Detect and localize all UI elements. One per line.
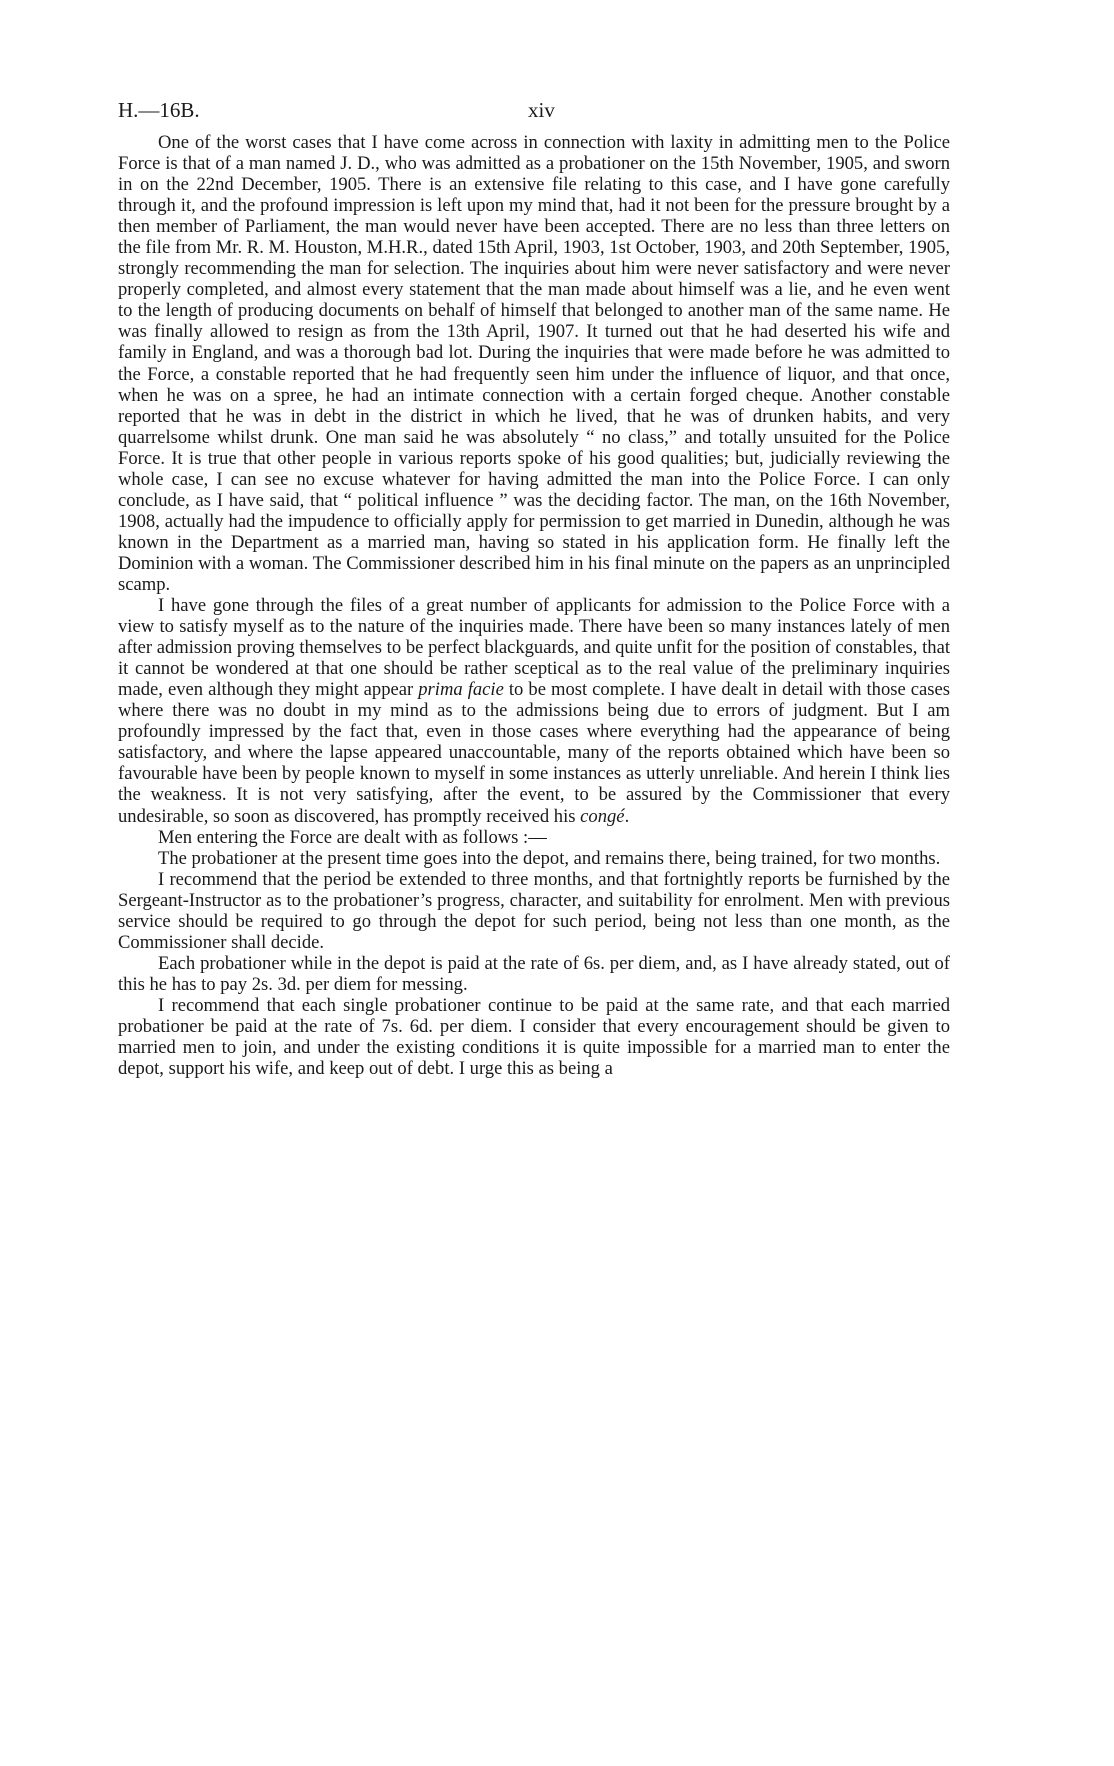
- paragraph-text: The probationer at the present time goes into the depot, and remains there, being trained, for two months.: [158, 847, 941, 869]
- document-page: [118, 98, 950, 1718]
- paragraph: [118, 827, 950, 848]
- paragraph: [118, 595, 950, 827]
- paragraph-text: Each probationer while in the depot is paid at the rate of 6s. per diem, and, as I have already stated, out of this he has to pay 2s. 3d. per diem for messing.: [118, 952, 950, 995]
- paragraph-text: Men entering the Force are dealt with as follows :—: [158, 826, 547, 848]
- paragraph: [118, 132, 950, 595]
- paragraph-text: .: [624, 805, 630, 827]
- report-reference: H.—16B.: [118, 98, 200, 122]
- paragraph-text: One of the worst cases that I have come across in connection with laxity in admitting men to the Police Force is that of a man named J. D., who was admitted as a probationer on the 15th November, 1905, and sworn in on the 22nd December, 1905. There is an extensive file relating to this case, and I have gone carefully through it, and the profound impression is left upon my mind that, had it not been for the pressure brought by a then member of Parliament, the man would never have been accepted. There are no less than three letters on the file from Mr. R. M. Houston, M.H.R., dated 15th April, 1903, 1st October, 1903, and 20th September, 1905, strongly recommending the man for selection. The inquiries about him were never satisfactory and were never properly completed, and almost every statement that the man made about himself was a lie, and he even went to the length of producing documents on behalf of himself that belonged to another man of the same name. He was finally allowed to resign as from the 13th April, 1907. It turned out that he had deserted his wife and family in England, and was a thorough bad lot. During the inquiries that were made before he was admitted to the Force, a constable reported that he had frequently seen him under the influence of liquor, and that once, when he was on a spree, he had an intimate connection with a certain forged cheque. Another constable reported that he was in debt in the district in which he lived, that he was of drunken habits, and very quarrelsome whilst drunk. One man said he was absolutely “ no class,” and totally unsuited for the Police Force. It is true that other people in various reports spoke of his good qualities; but, judicially reviewing the whole case, I can see no excuse whatever for having admitted the man into the Police Force. I can only conclude, as I have said, that “ political influence ” was the deciding factor. The man, on the 16th November, 1908, actually had the impudence to officially apply for permission to get married in Dunedin, although he was known in the Department as a married man, having so stated in his application form. He finally left the Dominion with a woman. The Commissioner described him in his final minute on the papers as an unprincipled scamp.: [118, 132, 950, 595]
- page-number: xiv: [528, 98, 555, 122]
- document-body: [118, 132, 950, 1079]
- paragraph-text: I recommend that each single probationer continue to be paid at the same rate, and that each married probationer be paid at the rate of 7s. 6d. per diem. I consider that every encouragement should be given to married men to join, and under the existing conditions it is quite impossible for a married man to enter the depot, support his wife, and keep out of debt. I urge this as being a: [118, 994, 950, 1080]
- paragraph: [118, 848, 950, 869]
- paragraph-text: I recommend that the period be extended to three months, and that fortnightly reports be furnished by the Sergeant-Instructor as to the probationer’s progress, character, and suitability for enrolment. Men with previous service should be required to go through the depot for such period, being not less than one month, as the Commissioner shall decide.: [118, 868, 950, 953]
- italic-phrase: prima facie: [418, 679, 504, 701]
- paragraph: [118, 995, 950, 1079]
- page-header: [118, 98, 950, 132]
- paragraph: [118, 953, 950, 995]
- paragraph: [118, 869, 950, 953]
- paragraph-text: I have gone through the files of a great number of applicants for admission to the Police Force with a view to satisfy myself as to the nature of the inquiries made. There have been so many instances lately of men after admission proving themselves to be perfect blackguards, and quite unfit for the position of constables, that it cannot be wondered at that one should be rather sceptical as to the real value of the preliminary inquiries made, even although they might appear: [118, 595, 950, 701]
- paragraph-text: to be most complete. I have dealt in detail with those cases where there was no doubt in my mind as to the admissions being due to errors of judgment. But I am profoundly impressed by the fact that, even in those cases where everything had the appearance of being satisfactory, and where the lapse appeared unaccountable, many of the reports obtained which have been so favourable have been by people known to myself in some instances as utterly unreliable. And herein I think lies the weakness. It is not very satisfying, after the event, to be assured by the Commissioner that every undesirable, so soon as discovered, has promptly received his: [118, 679, 950, 827]
- italic-phrase: congé: [580, 805, 625, 827]
